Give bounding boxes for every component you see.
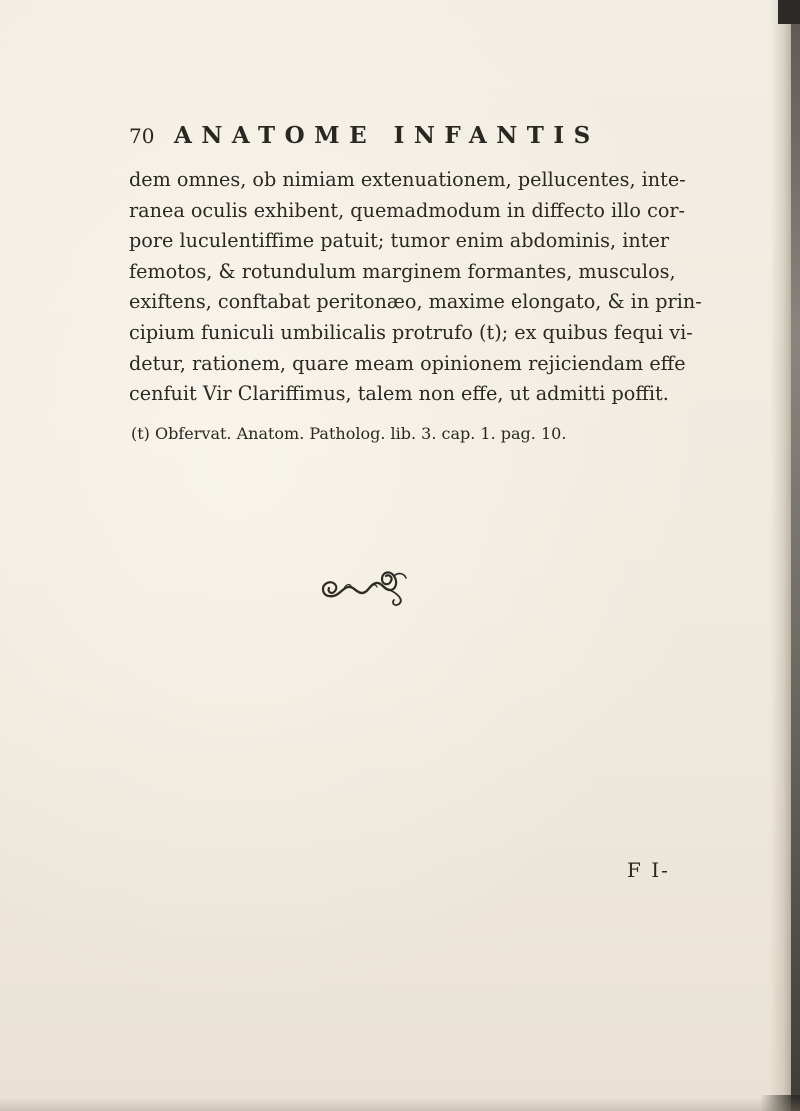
footnote: (t) Obfervat. Anatom. Patholog. lib. 3. cap. 1. pag. 10. (131, 424, 567, 443)
text-line: cenfuit Vir Clariffimus, talem non effe, ut admitti poffit. (129, 382, 669, 406)
page-corner (778, 0, 800, 24)
text-line: dem omnes, ob nimiam extenuationem, pellucentes, inte- (129, 168, 686, 191)
text-line: femotos, & rotundulum marginem formantes, musculos, (129, 259, 676, 283)
running-title: ANATOME INFANTIS (174, 122, 600, 149)
scroll-ornament-icon (318, 560, 410, 608)
body-paragraph (129, 165, 702, 410)
page-header (129, 122, 669, 152)
text-line: pore luculentiffime patuit; tumor enim abdominis, inter (129, 229, 669, 253)
text-line: cipium funiculi umbilicalis protrufo (t); ex quibus fequi vi- (129, 320, 693, 344)
text-line: ranea oculis exhibent, quemadmodum in diffecto illo cor- (129, 198, 686, 222)
text-line: detur, rationem, quare meam opinionem rejiciendam effe (129, 351, 686, 375)
catchword: F I- (627, 858, 670, 882)
page-bottom-shadow (0, 1097, 800, 1111)
page-number: 70 (129, 124, 155, 148)
page-edge (791, 0, 800, 1111)
text-line: exiftens, conftabat peritonæo, maxime elongato, & in prin- (129, 290, 702, 314)
